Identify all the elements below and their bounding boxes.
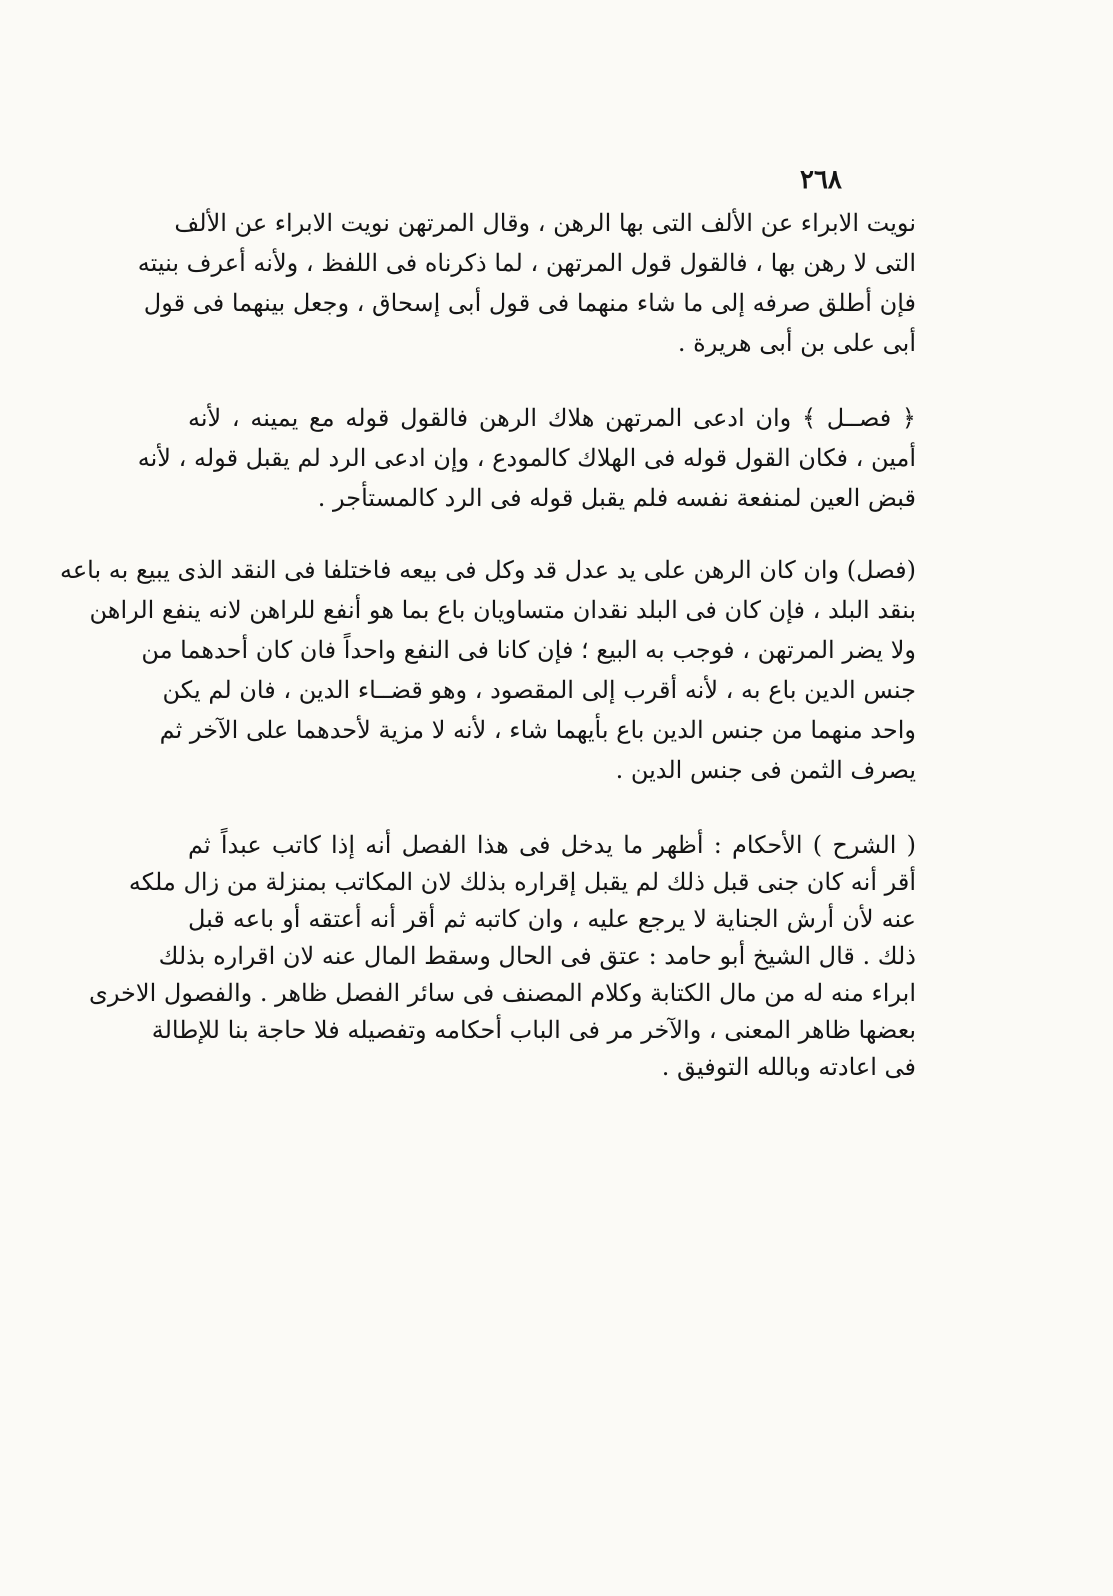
paragraph-line: ﴿ فصــل ﴾ وان ادعى المرتهن هلاك الرهن فالقول قوله مع يمينه ، لأنه (188, 404, 916, 432)
paragraph-line: ولا يضر المرتهن ، فوجب به البيع ؛ فإن كانا فى النفع واحداً فان كان أحدهما من (141, 636, 916, 664)
paragraph-line: أمين ، فكان القول قوله فى الهلاك كالمودع ، وإن ادعى الرد لم يقبل قوله ، لأنه (137, 444, 916, 472)
paragraph-line: بنقد البلد ، فإن كان فى البلد نقدان متساويان باع بما هو أنفع للراهن لانه ينفع الراهن (89, 596, 916, 624)
paragraph-line: فى اعادته وبالله التوفيق . (661, 1053, 916, 1081)
paragraph-line: عنه لأن أرش الجناية لا يرجع عليه ، وان كاتبه ثم أقر أنه أعتقه أو باعه قبل (188, 905, 916, 933)
paragraph-line: بعضها ظاهر المعنى ، والآخر مر فى الباب أحكامه وتفصيله فلا حاجة بنا للإطالة (151, 1016, 916, 1044)
paragraph-line: واحد منهما من جنس الدين باع بأيهما شاء ، لأنه لا مزية لأحدهما على الآخر ثم (159, 716, 916, 744)
paragraph-line: جنس الدين باع به ، لأنه أقرب إلى المقصود ، وهو قضــاء الدين ، فان لم يكن (162, 676, 916, 704)
paragraph-line: أقر أنه كان جنى قبل ذلك لم يقبل إقراره بذلك لان المكاتب بمنزلة من زال ملكه (128, 868, 916, 896)
paragraph-line: فإن أطلق صرفه إلى ما شاء منهما فى قول أبى إسحاق ، وجعل بينهما فى قول (143, 289, 916, 317)
paragraph-line: ذلك . قال الشيخ أبو حامد : عتق فى الحال وسقط المال عنه لان اقراره بذلك (158, 942, 916, 970)
paragraph-line: ( الشرح ) الأحكام : أظهر ما يدخل فى هذا الفصل أنه إذا كاتب عبداً ثم (188, 831, 916, 859)
paragraph-line: (فصل) وان كان الرهن على يد عدل قد وكل فى بيعه فاختلفا فى النقد الذى يبيع به باعه (59, 556, 916, 584)
paragraph-2 (137, 398, 916, 518)
paragraph-line: التى لا رهن بها ، فالقول قول المرتهن ، لما ذكرناه فى اللفظ ، ولأنه أعرف بنيته (137, 249, 916, 277)
paragraph-line: ابراء منه له من مال الكتابة وكلام المصنف فى سائر الفصل ظاهر . والفصول الاخرى (89, 979, 916, 1007)
page-number: ٢٦٨ (800, 165, 842, 195)
paragraph-line: نويت الابراء عن الألف التى بها الرهن ، وقال المرتهن نويت الابراء عن الألف (174, 209, 916, 237)
paragraph-1 (137, 203, 916, 363)
paragraph-line: قبض العين لمنفعة نفسه فلم يقبل قوله فى الرد كالمستأجر . (317, 484, 916, 512)
paragraph-line: أبى على بن أبى هريرة . (677, 329, 916, 357)
paragraph-3 (59, 550, 916, 790)
paragraph-4 (89, 827, 916, 1086)
paragraph-line: يصرف الثمن فى جنس الدين . (615, 756, 916, 784)
